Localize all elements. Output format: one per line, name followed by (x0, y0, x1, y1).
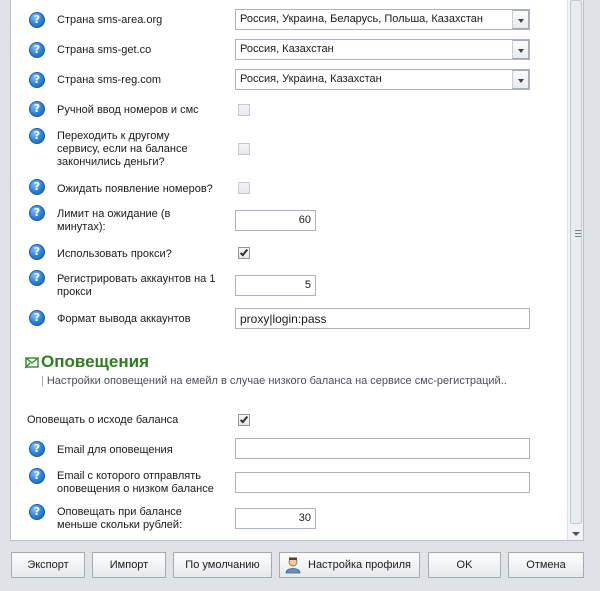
notify-balance-label: Оповещать о исходе баланса (27, 414, 179, 426)
row-wait-limit (11, 205, 567, 235)
profile-settings-label: Настройка профиля (308, 559, 411, 571)
email-to-label: Email для оповещения (57, 444, 173, 456)
use-proxy-checkbox[interactable] (238, 247, 250, 259)
help-icon[interactable]: ? (29, 244, 45, 260)
switch-service-checkbox[interactable] (238, 143, 250, 155)
row-manual-input (11, 100, 567, 120)
email-to-input[interactable] (235, 438, 530, 459)
sms-reg-country-label: Страна sms-reg.com (57, 74, 162, 86)
user-profile-icon (284, 556, 302, 574)
row-sms-area-country (11, 9, 567, 31)
help-icon[interactable]: ? (29, 205, 45, 221)
manual-input-checkbox[interactable] (238, 104, 250, 116)
profile-settings-button[interactable] (279, 552, 420, 578)
help-icon[interactable]: ? (29, 101, 45, 117)
help-icon[interactable]: ? (29, 42, 45, 58)
row-email-to (11, 438, 567, 460)
import-button[interactable]: Импорт (92, 552, 166, 578)
wait-numbers-checkbox[interactable] (238, 182, 250, 194)
sms-area-country-value: Россия, Украина, Беларусь, Польша, Казахстан (240, 13, 483, 25)
accounts-per-proxy-label: Регистрировать аккаунтов на 1 прокси (57, 273, 216, 298)
wait-limit-label: Лимит на ожидание (в минутах): (57, 208, 171, 233)
checkmark-icon (240, 248, 248, 257)
email-from-input[interactable] (235, 472, 530, 493)
row-wait-numbers (11, 178, 567, 198)
scroll-down-arrow-icon[interactable] (572, 532, 580, 536)
help-icon[interactable]: ? (29, 72, 45, 88)
grip-icon (575, 230, 581, 237)
export-button[interactable]: Экспорт (11, 552, 85, 578)
help-icon[interactable]: ? (29, 468, 45, 484)
notifications-section-description: | Настройки оповещений на емейл в случае низкого баланса на сервисе смс-регистраций.. (41, 375, 507, 387)
row-email-from (11, 468, 567, 498)
notify-balance-checkbox[interactable] (238, 414, 250, 426)
notifications-section-title: Оповещения (41, 352, 149, 371)
wait-numbers-label: Ожидать появление номеров? (57, 183, 213, 195)
manual-input-label: Ручной ввод номеров и смс (57, 104, 199, 116)
sms-get-country-select[interactable] (235, 39, 530, 60)
dialog-button-bar (0, 552, 600, 582)
help-icon[interactable]: ? (29, 310, 45, 326)
sms-get-country-label: Страна sms-get.co (57, 44, 152, 56)
help-icon[interactable]: ? (29, 179, 45, 195)
wait-limit-input[interactable]: 60 (235, 210, 316, 231)
scrollbar-thumb[interactable] (570, 0, 582, 524)
sms-get-country-value: Россия, Казахстан (240, 43, 334, 55)
ok-button[interactable]: OK (428, 552, 501, 578)
row-switch-service (11, 128, 567, 172)
help-icon[interactable]: ? (29, 128, 45, 144)
row-threshold (11, 504, 567, 534)
help-icon[interactable]: ? (29, 441, 45, 457)
sms-area-country-select[interactable] (235, 9, 530, 30)
defaults-button[interactable]: По умолчанию (173, 552, 272, 578)
use-proxy-label: Использовать прокси? (57, 248, 172, 260)
help-icon[interactable]: ? (29, 12, 45, 28)
settings-scroll-area (11, 0, 567, 541)
row-sms-reg-country (11, 69, 567, 91)
sms-reg-country-value: Россия, Украина, Казахстан (240, 73, 382, 85)
sms-area-country-label: Страна sms-area.org (57, 14, 163, 26)
vertical-scrollbar[interactable] (567, 0, 583, 540)
chevron-down-icon[interactable] (512, 70, 529, 89)
checkmark-icon (240, 415, 248, 424)
row-notify-balance (11, 410, 567, 430)
output-format-input[interactable]: proxy|login:pass (235, 308, 530, 329)
sms-reg-country-select[interactable] (235, 69, 530, 90)
help-icon[interactable]: ? (29, 504, 45, 520)
help-icon[interactable]: ? (29, 270, 45, 286)
row-accounts-per-proxy (11, 270, 567, 300)
row-use-proxy (11, 243, 567, 263)
threshold-input[interactable]: 30 (235, 508, 316, 529)
settings-panel (10, 0, 584, 541)
row-sms-get-country (11, 39, 567, 61)
accounts-per-proxy-input[interactable]: 5 (235, 275, 316, 296)
chevron-down-icon[interactable] (512, 10, 529, 29)
cancel-button[interactable]: Отмена (508, 552, 584, 578)
email-from-label: Email с которого отправлять оповещения о низком балансе (57, 470, 214, 495)
switch-service-label: Переходить к другому сервису, если на балансе закончились деньги? (57, 130, 188, 168)
envelope-icon (25, 356, 41, 370)
threshold-label: Оповещать при балансе меньше скольки рублей: (57, 506, 183, 531)
chevron-down-icon[interactable] (512, 40, 529, 59)
row-output-format (11, 308, 567, 330)
output-format-label: Формат вывода аккаунтов (57, 313, 191, 325)
